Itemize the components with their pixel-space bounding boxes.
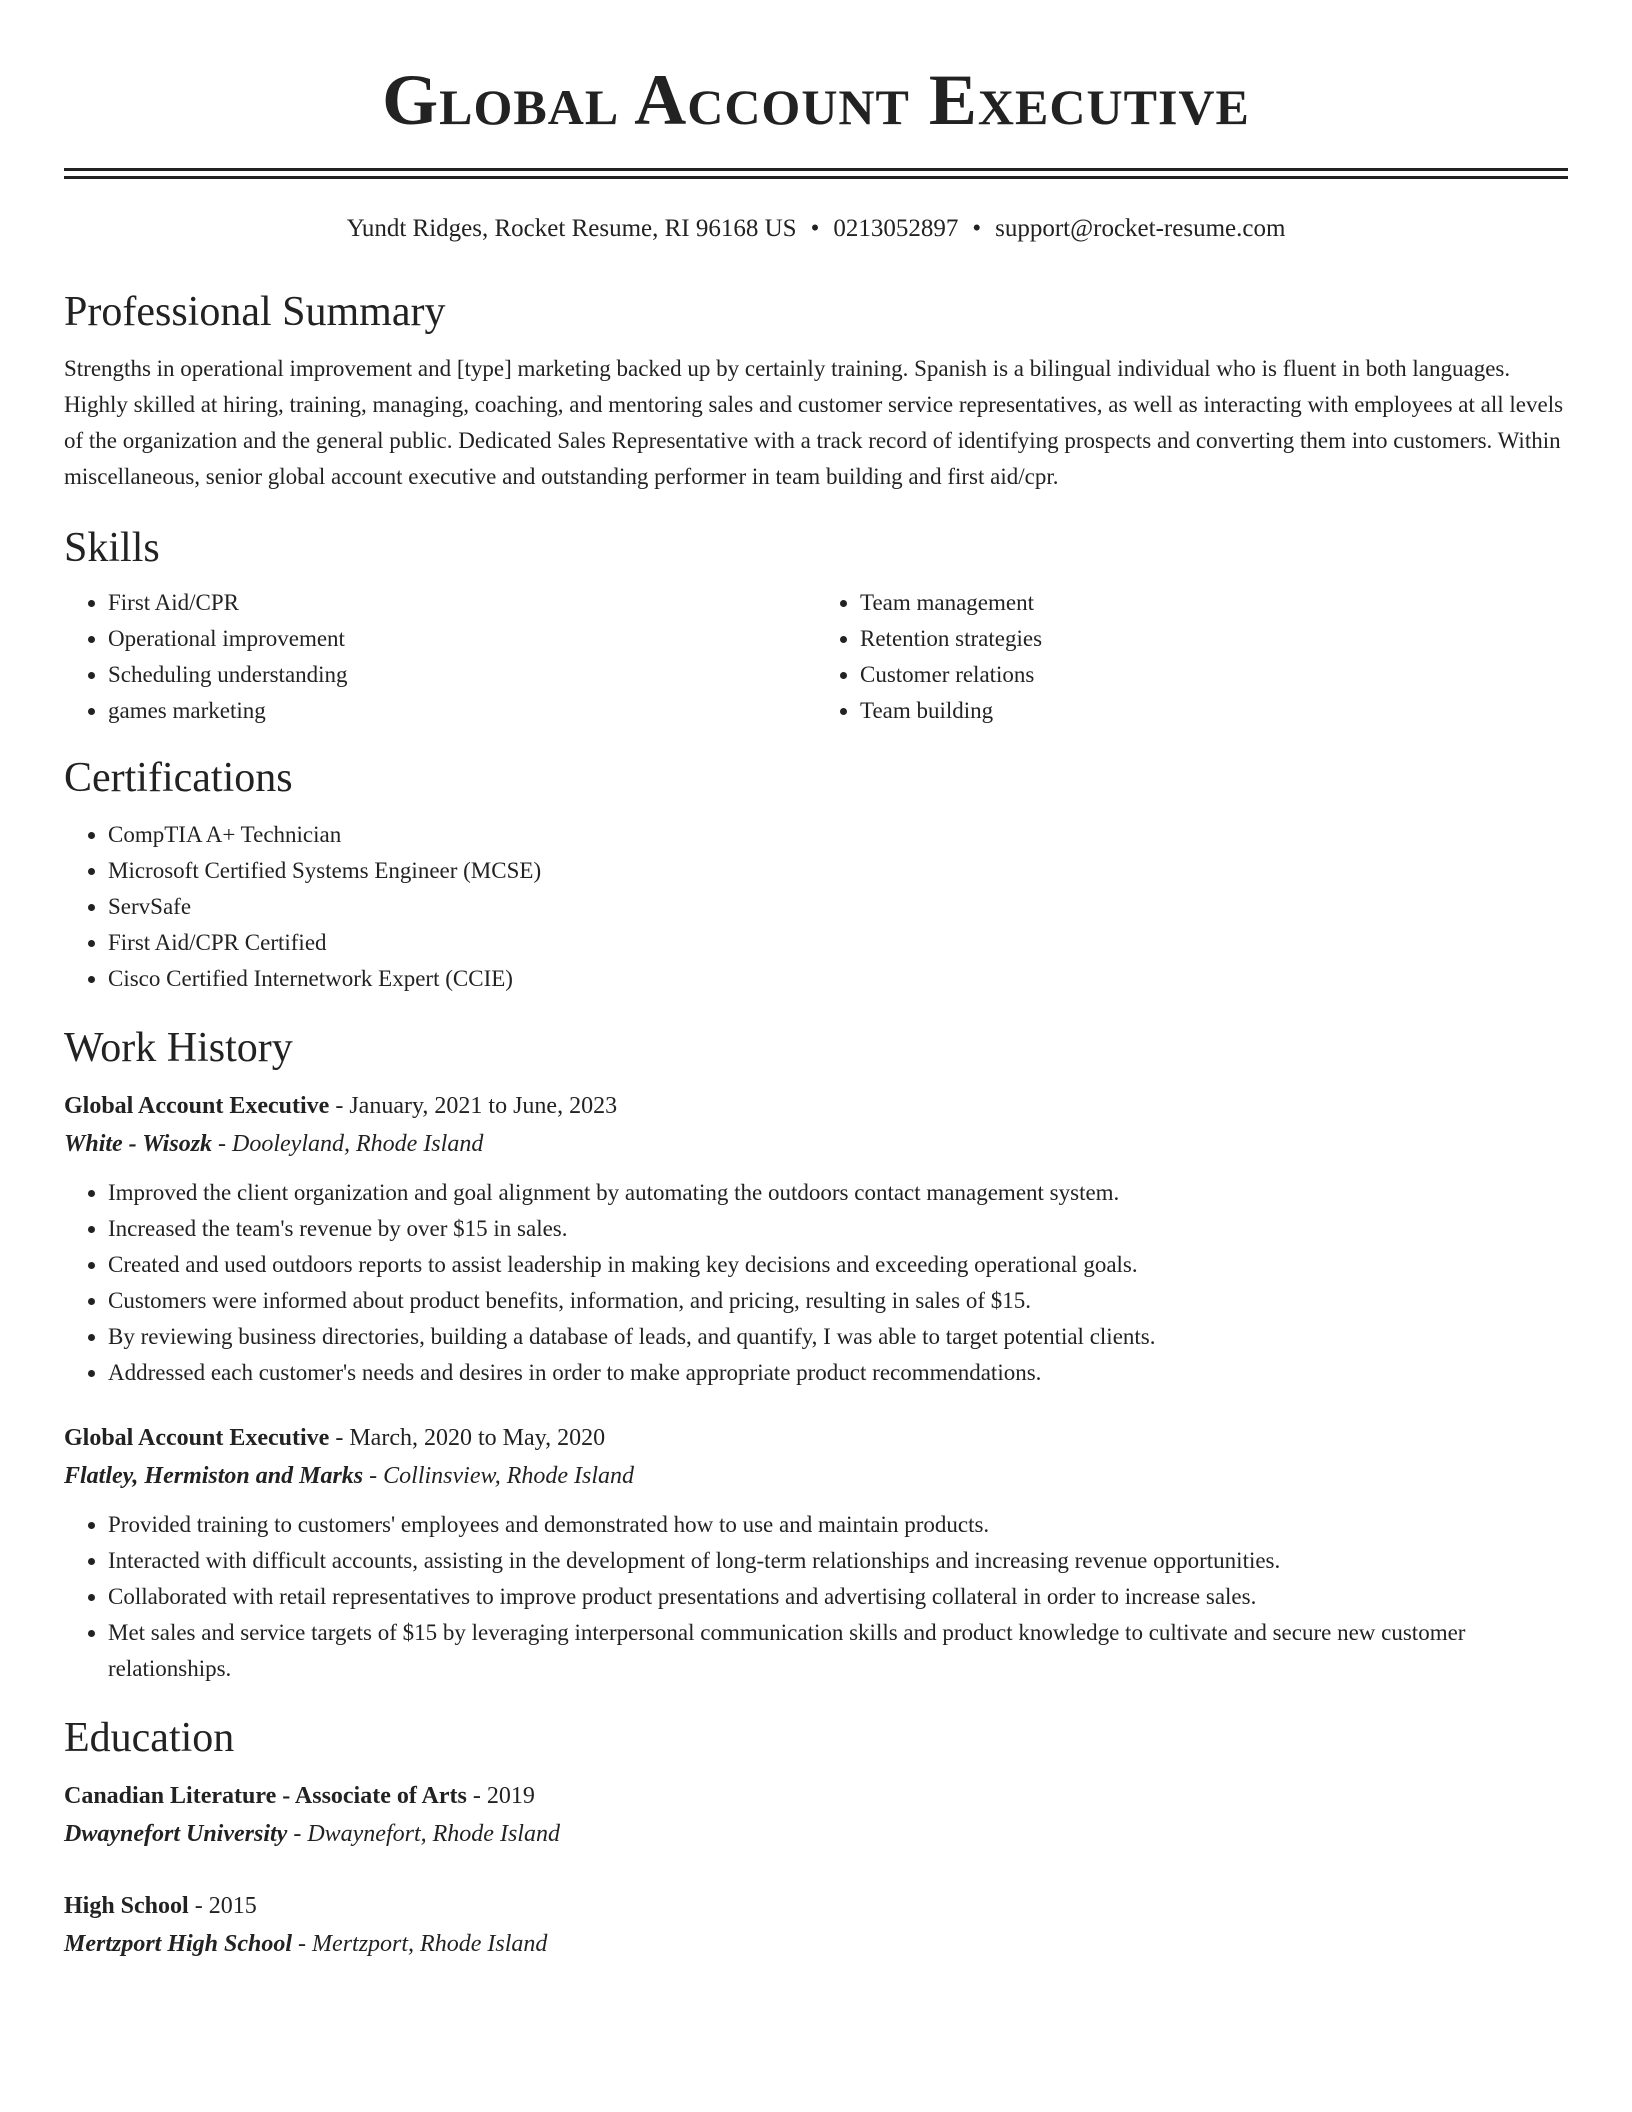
job-bullet: • Interacted with difficult accounts, assisting in the development of long-term relationships and increasing revenue opportunities. — [108, 1543, 1568, 1579]
contact-email[interactable]: support@rocket-resume.com — [995, 215, 1286, 242]
contact-separator: • — [972, 215, 982, 242]
degree-line: Canadian Literature - Associate of Arts - 2019 — [64, 1783, 535, 1809]
certification-item: • First Aid/CPR Certified — [108, 925, 1568, 961]
contact-phone: 0213052897 — [833, 215, 959, 242]
skills-columns — [64, 585, 1568, 729]
skill-item: • First Aid/CPR — [108, 585, 816, 621]
graduation-year: 2019 — [486, 1783, 535, 1809]
job-bullet: • Addressed each customer's needs and desires in order to make appropriate product recommendations. — [108, 1355, 1568, 1391]
skills-list-right — [816, 585, 1568, 729]
job-title: Global Account Executive — [64, 1425, 330, 1451]
degree: Canadian Literature - Associate of Arts — [64, 1783, 467, 1809]
job-bullet: • Improved the client organization and goal alignment by automating the outdoors contact management system. — [108, 1175, 1568, 1211]
contact-separator: • — [810, 215, 820, 242]
job-company: Flatley, Hermiston and Marks — [64, 1463, 364, 1489]
job-title: Global Account Executive — [64, 1093, 330, 1119]
work-history-section — [64, 1023, 1568, 1687]
skill-item: • Customer relations — [860, 657, 1568, 693]
job-entry — [64, 1087, 1568, 1391]
job-bullet: • Increased the team's revenue by over $15 in sales. — [108, 1211, 1568, 1247]
school-location: Mertzport, Rhode Island — [312, 1931, 548, 1957]
certification-item: • Microsoft Certified Systems Engineer (MCSE) — [108, 853, 1568, 889]
section-heading-summary: Professional Summary — [64, 289, 446, 335]
resume-title: Global Account Executive — [382, 60, 1250, 140]
job-dates: January, 2021 to June, 2023 — [349, 1093, 618, 1119]
job-bullet-list — [64, 1507, 1568, 1687]
summary-section — [64, 287, 1568, 495]
job-dates: March, 2020 to May, 2020 — [349, 1425, 606, 1451]
job-bullet: • Customers were informed about product benefits, information, and pricing, resulting in sales of $15. — [108, 1283, 1568, 1319]
summary-text: Strengths in operational improvement and [type] marketing backed up by certainly training. Spanish is a bilingual individual who is fluent in both languages. Highly skilled at hiring, training, managing, coaching, and mentoring sales and customer service representatives, as well as interacting with employees at all levels of the organization and the general public. Dedicated Sales Representative with a track record of identifying prospects and converting them into customers. Within miscellaneous, senior global account executive and outstanding performer in team building and first aid/cpr. — [64, 356, 1564, 489]
education-entry — [64, 1777, 1568, 1853]
school-line: Mertzport High School - Mertzport, Rhode Island — [64, 1931, 548, 1957]
skill-item: • Retention strategies — [860, 621, 1568, 657]
job-bullet: • Provided training to customers' employees and demonstrated how to use and maintain products. — [108, 1507, 1568, 1543]
certifications-section — [64, 753, 1568, 997]
skill-item: • Operational improvement — [108, 621, 816, 657]
skill-item: • Scheduling understanding — [108, 657, 816, 693]
section-heading-certifications: Certifications — [64, 755, 293, 801]
school-name: Dwaynefort University — [64, 1821, 288, 1847]
job-bullet: • Met sales and service targets of $15 by leveraging interpersonal communication skills and product knowledge to cultivate and secure new customer relationships. — [108, 1615, 1568, 1687]
section-heading-skills: Skills — [64, 525, 160, 571]
skills-section — [64, 523, 1568, 729]
job-company-line: White - Wisozk - Dooleyland, Rhode Island — [64, 1131, 484, 1157]
contact-address: Yundt Ridges, Rocket Resume, RI 96168 US — [346, 215, 797, 242]
job-title-line: Global Account Executive - January, 2021 to June, 2023 — [64, 1093, 618, 1119]
skills-list-left — [64, 585, 816, 729]
job-bullet-list — [64, 1175, 1568, 1391]
job-bullet: • Collaborated with retail representatives to improve product presentations and advertising collateral in order to increase sales. — [108, 1579, 1568, 1615]
job-bullet: • By reviewing business directories, building a database of leads, and quantify, I was able to target potential clients. — [108, 1319, 1568, 1355]
section-heading-education: Education — [64, 1715, 235, 1761]
degree: High School — [64, 1893, 189, 1919]
education-entry — [64, 1887, 1568, 1963]
job-company: White - Wisozk — [64, 1131, 213, 1157]
skill-item: • games marketing — [108, 693, 816, 729]
job-location: Dooleyland, Rhode Island — [232, 1131, 484, 1157]
education-section — [64, 1713, 1568, 1963]
certifications-list — [64, 817, 1568, 997]
job-location: Collinsview, Rhode Island — [383, 1463, 635, 1489]
certification-item: • Cisco Certified Internetwork Expert (CCIE) — [108, 961, 1568, 997]
resume-page — [64, 0, 1568, 1963]
school-line: Dwaynefort University - Dwaynefort, Rhode Island — [64, 1821, 560, 1847]
job-company-line: Flatley, Hermiston and Marks - Collinsview, Rhode Island — [64, 1463, 635, 1489]
job-entry — [64, 1419, 1568, 1687]
school-location: Dwaynefort, Rhode Island — [307, 1821, 560, 1847]
skill-item: • Team building — [860, 693, 1568, 729]
graduation-year: 2015 — [208, 1893, 257, 1919]
degree-line: High School - 2015 — [64, 1893, 257, 1919]
section-heading-work-history: Work History — [64, 1025, 293, 1071]
school-name: Mertzport High School — [64, 1931, 293, 1957]
certification-item: • ServSafe — [108, 889, 1568, 925]
job-bullet: • Created and used outdoors reports to assist leadership in making key decisions and exceeding operational goals. — [108, 1247, 1568, 1283]
certification-item: • CompTIA A+ Technician — [108, 817, 1568, 853]
contact-line — [64, 213, 1568, 245]
skill-item: • Team management — [860, 585, 1568, 621]
job-title-line: Global Account Executive - March, 2020 to May, 2020 — [64, 1425, 606, 1451]
title-divider-bottom — [64, 176, 1568, 179]
